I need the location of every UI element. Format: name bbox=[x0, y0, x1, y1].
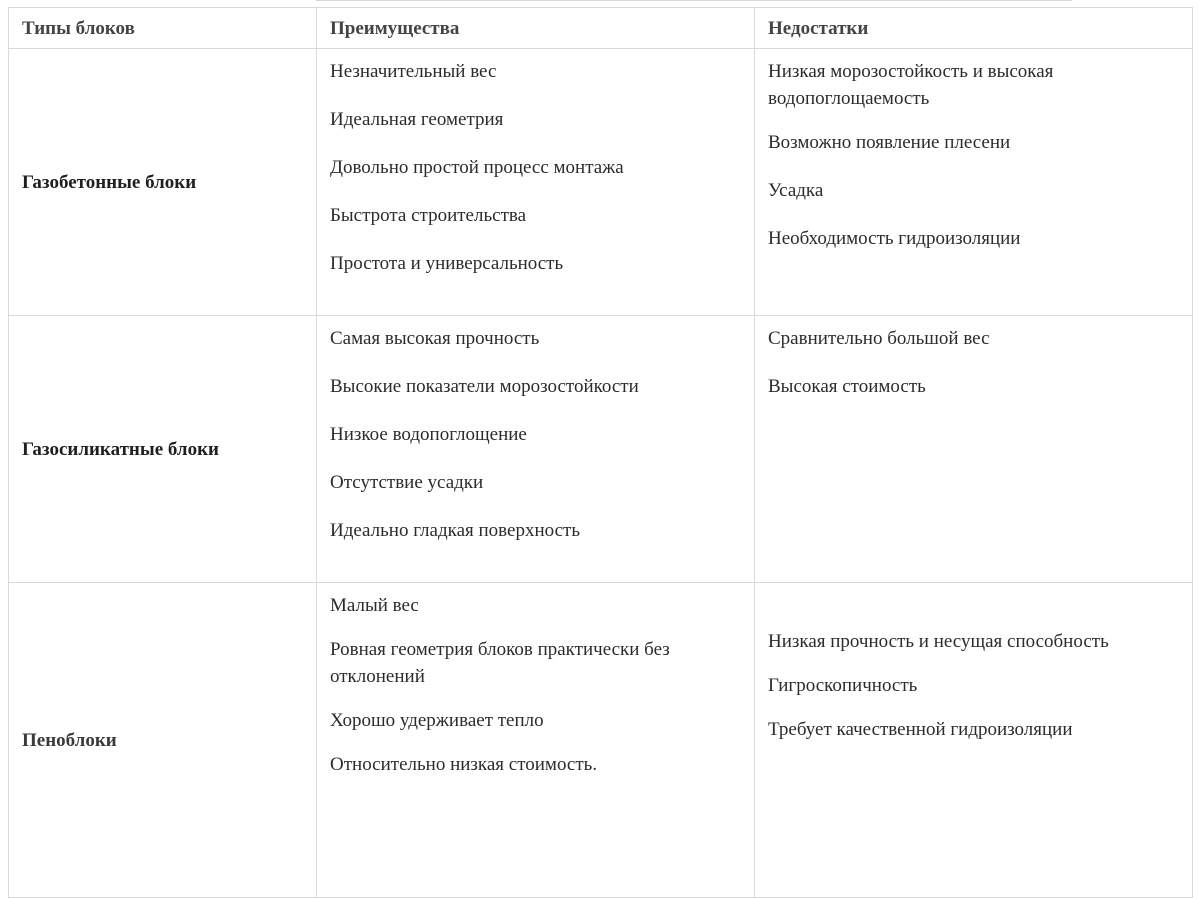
comparison-table bbox=[8, 7, 1193, 898]
list-item: Сравнительно большой вес bbox=[768, 328, 990, 349]
list-item: Малый вес bbox=[330, 595, 419, 616]
list-item: Необходимость гидроизоляции bbox=[768, 228, 1021, 249]
list-item: Относительно низкая стоимость. bbox=[330, 754, 598, 775]
list-item: Идеальная геометрия bbox=[330, 109, 504, 130]
disadvantages-cell bbox=[755, 583, 1193, 898]
list-item: Гигроскопичность bbox=[768, 675, 918, 696]
top-border-line bbox=[316, 0, 1072, 1]
list-item: Высокие показатели морозостойкости bbox=[330, 376, 639, 397]
list-item: Высокая стоимость bbox=[768, 376, 926, 397]
advantages-cell bbox=[317, 49, 755, 316]
list-item: Возможно появление плесени bbox=[768, 132, 1011, 153]
list-item: Отсутствие усадки bbox=[330, 472, 484, 493]
list-item: Незначительный вес bbox=[330, 61, 497, 82]
column-header-disadvantages: Недостатки bbox=[755, 8, 1193, 49]
list-item: Ровная геометрия блоков практически без отклонений bbox=[330, 639, 670, 687]
block-type-cell: Газобетонные блоки bbox=[9, 49, 317, 316]
column-header-advantages: Преимущества bbox=[317, 8, 755, 49]
block-type-cell: Газосиликатные блоки bbox=[9, 316, 317, 583]
list-item: Низкая морозостойкость и высокая водопоглощаемость bbox=[768, 61, 1054, 109]
list-item: Требует качественной гидроизоляции bbox=[768, 719, 1073, 740]
advantages-cell bbox=[317, 583, 755, 898]
table-header-row bbox=[9, 8, 1193, 49]
list-item: Низкая прочность и несущая способность bbox=[768, 631, 1109, 652]
list-item: Самая высокая прочность bbox=[330, 328, 540, 349]
block-type-cell: Пеноблоки bbox=[9, 583, 317, 898]
list-item: Простота и универсальность bbox=[330, 253, 564, 274]
table-row bbox=[9, 583, 1193, 898]
list-item: Быстрота строительства bbox=[330, 205, 527, 226]
list-item: Идеально гладкая поверхность bbox=[330, 520, 580, 541]
advantages-cell bbox=[317, 316, 755, 583]
list-item: Низкое водопоглощение bbox=[330, 424, 527, 445]
column-header-type: Типы блоков bbox=[9, 8, 317, 49]
list-item: Усадка bbox=[768, 180, 824, 201]
disadvantages-cell bbox=[755, 49, 1193, 316]
table-row bbox=[9, 316, 1193, 583]
table-row bbox=[9, 49, 1193, 316]
list-item: Довольно простой процесс монтажа bbox=[330, 157, 624, 178]
disadvantages-cell bbox=[755, 316, 1193, 583]
list-item: Хорошо удерживает тепло bbox=[330, 710, 544, 731]
